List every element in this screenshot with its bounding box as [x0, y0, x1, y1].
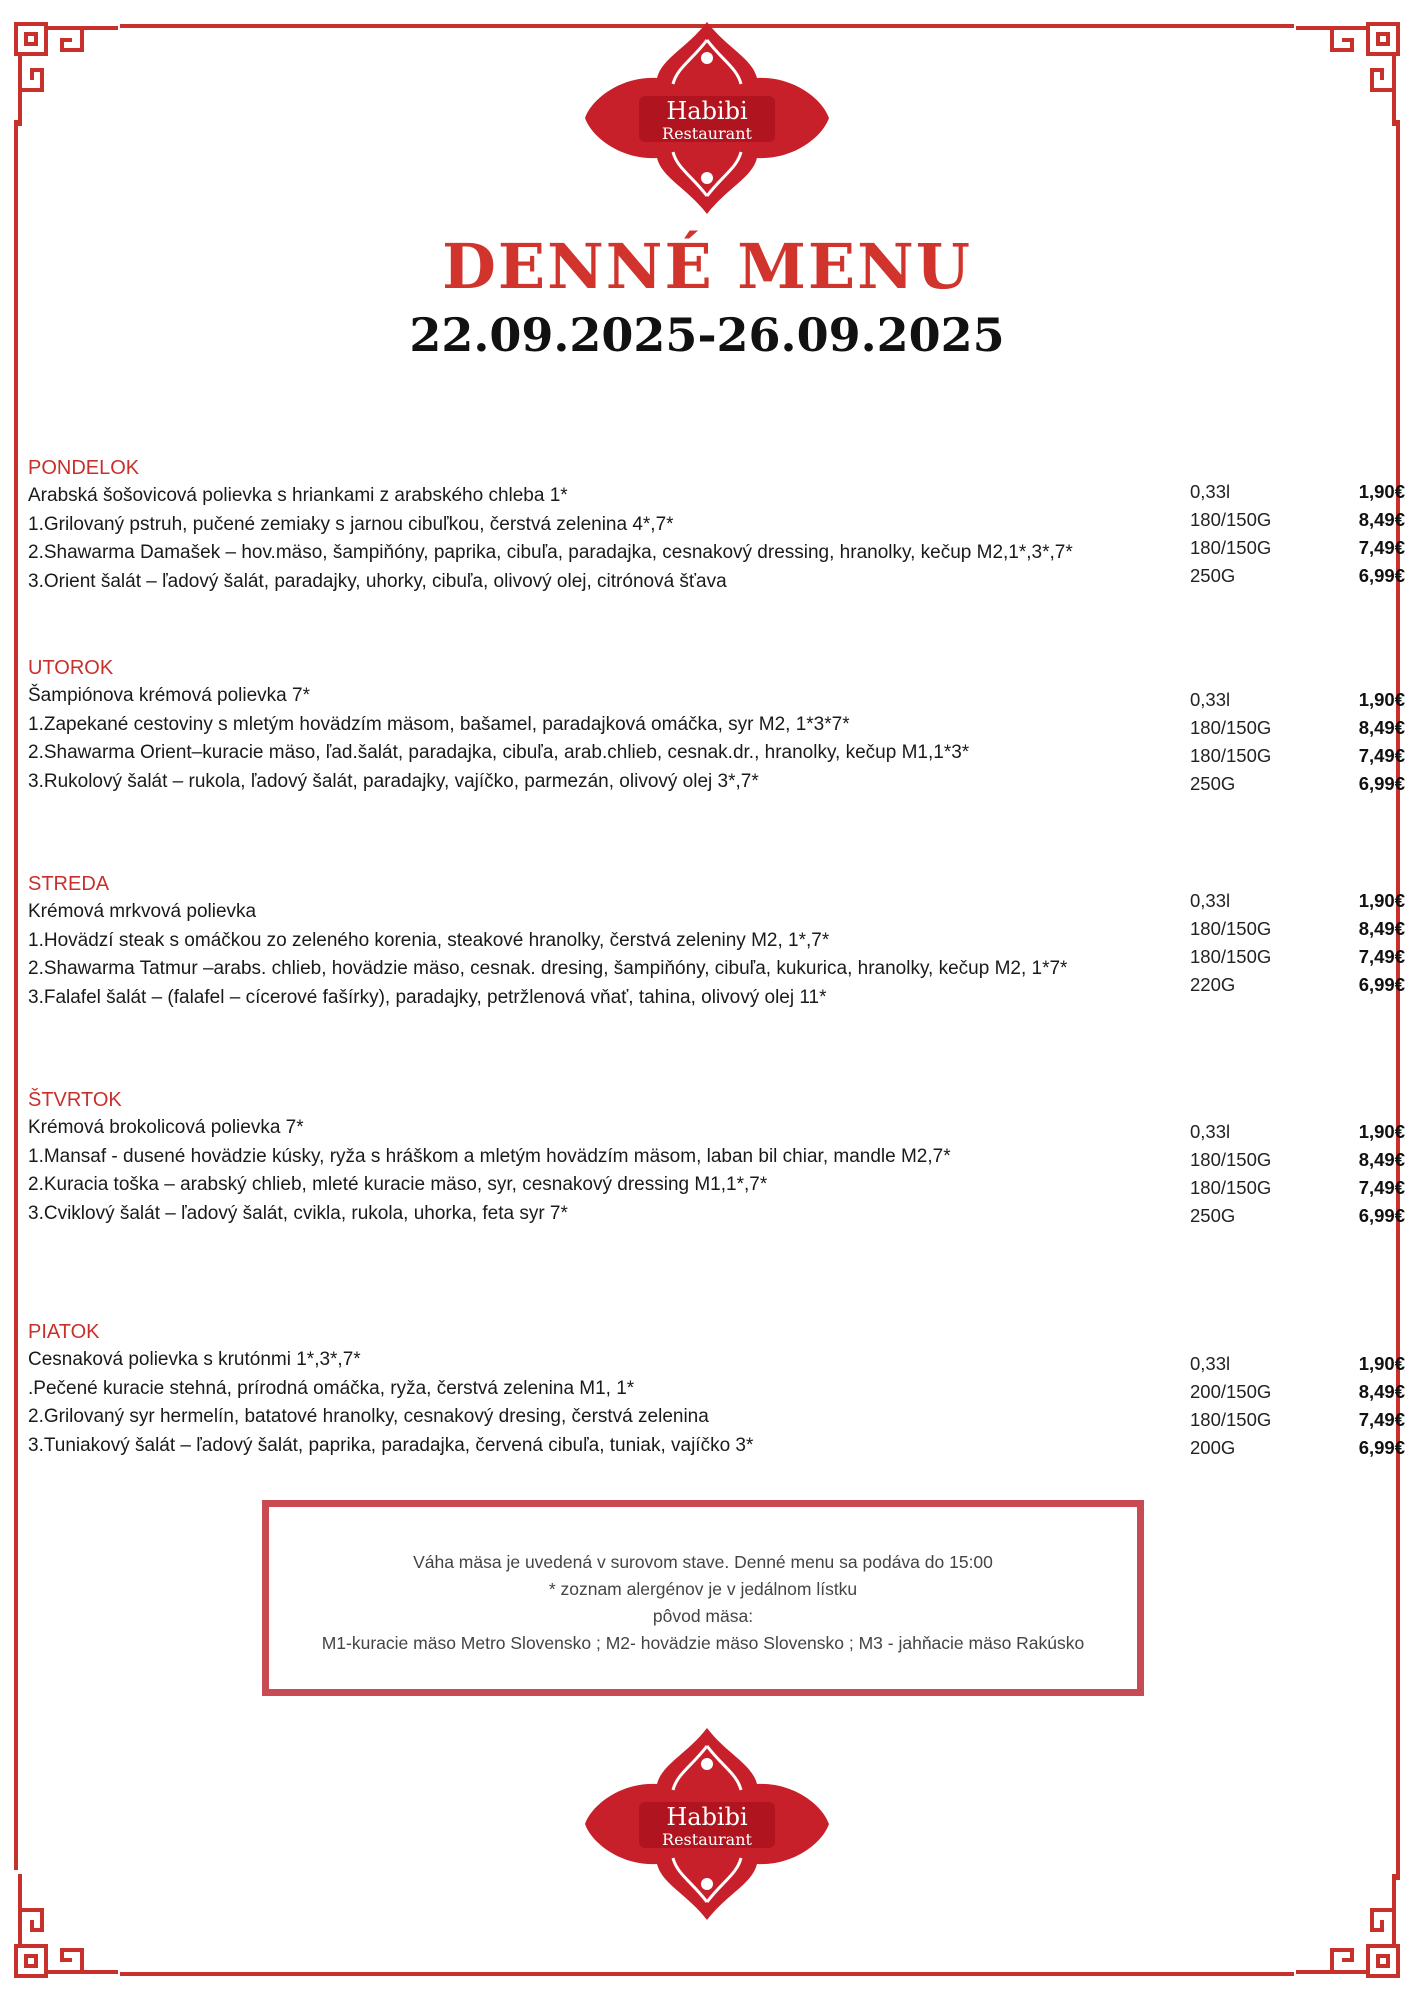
weights-column — [1190, 1118, 1310, 1230]
menu-item: 3.Orient šalát – ľadový šalát, paradajky, uhorky, cibuľa, olivový olej, citrónová šťava — [28, 570, 727, 592]
day-section-3 — [28, 1086, 1405, 1228]
item-weight: 180/150G — [1190, 717, 1272, 738]
item-weight: 0,33l — [1190, 1121, 1231, 1142]
corner-ornament-top-right — [1292, 20, 1402, 130]
item-price: 1,90€ — [1358, 689, 1405, 710]
day-name: PONDELOK — [28, 457, 140, 479]
item-price: 7,49€ — [1358, 1177, 1405, 1198]
day-section-0 — [28, 454, 1405, 596]
item-price: 8,49€ — [1358, 1149, 1405, 1170]
info-note-box — [262, 1500, 1144, 1696]
logo-name: Habibi — [666, 1803, 748, 1831]
item-price: 6,99€ — [1358, 1205, 1405, 1226]
day-name: ŠTVRTOK — [28, 1089, 122, 1111]
frame-right-line — [1396, 120, 1400, 1880]
item-weight: 180/150G — [1190, 946, 1272, 967]
menu-item: .Pečené kuracie stehná, prírodná omáčka, ryža, čerstvá zelenina M1, 1* — [28, 1377, 635, 1399]
weights-column — [1190, 686, 1310, 798]
note-line: pôvod mäsa: — [652, 1606, 754, 1626]
item-weight: 250G — [1190, 1205, 1236, 1226]
day-section-4 — [28, 1318, 1405, 1460]
prices-column — [1293, 686, 1405, 798]
day-items — [28, 1114, 1388, 1228]
day-name: STREDA — [28, 873, 110, 895]
item-price: 8,49€ — [1358, 1381, 1405, 1402]
item-weight: 0,33l — [1190, 1353, 1231, 1374]
menu-item: 2.Kuracia toška – arabský chlieb, mleté kuracie mäso, syr, cesnakový dressing M1,1*,7* — [28, 1174, 768, 1195]
menu-item: 2.Shawarma Tatmur –arabs. chlieb, hovädzie mäso, cesnak. dresing, šampiňóny, cibuľa, kukurica, hranolky, kečup M2, 1*7* — [28, 958, 1068, 979]
item-price: 6,99€ — [1358, 565, 1405, 586]
day-items — [28, 682, 1388, 796]
item-price: 6,99€ — [1358, 974, 1405, 995]
prices-column — [1293, 1118, 1405, 1230]
note-line: M1-kuracie mäso Metro Slovensko ; M2- hovädzie mäso Slovensko ; M3 - jahňacie mäso Rakúsko — [321, 1633, 1085, 1653]
item-weight: 180/150G — [1190, 1177, 1272, 1198]
weights-column — [1190, 887, 1310, 999]
day-name: PIATOK — [28, 1321, 100, 1343]
item-weight: 180/150G — [1190, 1409, 1272, 1430]
item-weight: 0,33l — [1190, 890, 1231, 911]
menu-item: 3.Rukolový šalát – rukola, ľadový šalát, paradajky, vajíčko, parmezán, olivový olej 3*,7* — [28, 770, 759, 792]
logo-name: Habibi — [666, 97, 748, 125]
weights-column — [1190, 478, 1310, 590]
menu-item: 3.Falafel šalát – (falafel – cícerové fašírky), paradajky, petržlenová vňať, tahina, olivový olej 11* — [28, 986, 827, 1008]
item-price: 1,90€ — [1358, 1353, 1405, 1374]
corner-ornament-bottom-right — [1292, 1870, 1402, 1980]
item-weight: 220G — [1190, 974, 1236, 995]
item-price: 7,49€ — [1358, 946, 1405, 967]
menu-item: 3.Tuniakový šalát – ľadový šalát, paprika, paradajka, červená cibuľa, tuniak, vajíčko 3* — [28, 1434, 754, 1456]
menu-item: 1.Hovädzí steak s omáčkou zo zeleného korenia, steakové hranolky, čerstvá zeleniny M2, 1*,7* — [28, 929, 830, 951]
item-price: 1,90€ — [1358, 1121, 1405, 1142]
restaurant-logo-top — [577, 18, 837, 218]
item-weight: 180/150G — [1190, 1149, 1272, 1170]
logo-subtitle: Restaurant — [662, 124, 752, 143]
menu-item: Arabská šošovicová polievka s hriankami z arabského chleba 1* — [28, 485, 568, 506]
day-items — [28, 898, 1388, 1012]
item-weight: 250G — [1190, 565, 1236, 586]
menu-item: 3.Cviklový šalát – ľadový šalát, cvikla, rukola, uhorka, feta syr 7* — [28, 1202, 568, 1224]
menu-item: Cesnaková polievka s krutónmi 1*,3*,7* — [28, 1349, 361, 1370]
menu-item: 1.Grilovaný pstruh, pučené zemiaky s jarnou cibuľkou, čerstvá zelenina 4*,7* — [28, 513, 674, 535]
item-weight: 250G — [1190, 773, 1236, 794]
item-weight: 0,33l — [1190, 481, 1231, 502]
item-price: 6,99€ — [1358, 1437, 1405, 1458]
item-price: 8,49€ — [1358, 509, 1405, 530]
item-price: 8,49€ — [1358, 918, 1405, 939]
menu-item: Krémová brokolicová polievka 7* — [28, 1117, 304, 1138]
note-line: * zoznam alergénov je v jedálnom lístku — [548, 1579, 858, 1599]
restaurant-logo-bottom — [577, 1724, 837, 1924]
menu-item: 2.Grilovaný syr hermelín, batatové hranolky, cesnakový dresing, čerstvá zelenina — [28, 1406, 709, 1427]
menu-item: Šampiónova krémová polievka 7* — [28, 685, 310, 706]
menu-item: 1.Mansaf - dusené hovädzie kúsky, ryža s hráškom a mletým hovädzím mäsom, laban bil chiar, mandle M2,7* — [28, 1145, 951, 1167]
item-weight: 180/150G — [1190, 537, 1272, 558]
corner-ornament-top-left — [12, 20, 122, 130]
prices-column — [1293, 1350, 1405, 1462]
weights-column — [1190, 1350, 1310, 1462]
day-items — [28, 1346, 1388, 1460]
logo-subtitle: Restaurant — [662, 1830, 752, 1849]
item-price: 1,90€ — [1358, 890, 1405, 911]
item-weight: 180/150G — [1190, 918, 1272, 939]
item-price: 7,49€ — [1358, 1409, 1405, 1430]
item-price: 6,99€ — [1358, 773, 1405, 794]
note-line: Váha mäsa je uvedená v surovom stave. Denné menu sa podáva do 15:00 — [413, 1552, 993, 1572]
menu-item: 1.Zapekané cestoviny s mletým hovädzím mäsom, bašamel, paradajková omáčka, syr M2, 1*3*7* — [28, 713, 850, 735]
menu-item: 2.Shawarma Damašek – hov.mäso, šampiňóny, paprika, cibuľa, paradajka, cesnakový dressing, hranolky, kečup M2,1*,3*,7* — [28, 542, 1073, 563]
corner-ornament-bottom-left — [12, 1870, 122, 1980]
frame-left-line-lower — [14, 860, 18, 1870]
prices-column — [1293, 887, 1405, 999]
item-price: 7,49€ — [1358, 745, 1405, 766]
day-section-2 — [28, 870, 1405, 1012]
item-weight: 180/150G — [1190, 745, 1272, 766]
item-weight: 0,33l — [1190, 689, 1231, 710]
frame-bottom-line — [120, 1972, 1294, 1976]
item-price: 7,49€ — [1358, 537, 1405, 558]
date-range: 22.09.2025-26.09.2025 — [409, 308, 1005, 362]
page-title: DENNÉ MENU — [442, 230, 972, 303]
menu-item: Krémová mrkvová polievka — [28, 901, 257, 922]
menu-item: 2.Shawarma Orient–kuracie mäso, ľad.šalát, paradajka, cibuľa, arab.chlieb, cesnak.dr., hranolky, kečup M1,1*3* — [28, 742, 970, 763]
item-weight: 200G — [1190, 1437, 1236, 1458]
item-price: 8,49€ — [1358, 717, 1405, 738]
item-weight: 200/150G — [1190, 1381, 1272, 1402]
item-weight: 180/150G — [1190, 509, 1272, 530]
prices-column — [1293, 478, 1405, 590]
day-name: UTOROK — [28, 657, 114, 679]
item-price: 1,90€ — [1358, 481, 1405, 502]
day-section-1 — [28, 654, 1405, 796]
day-items — [28, 482, 1388, 596]
